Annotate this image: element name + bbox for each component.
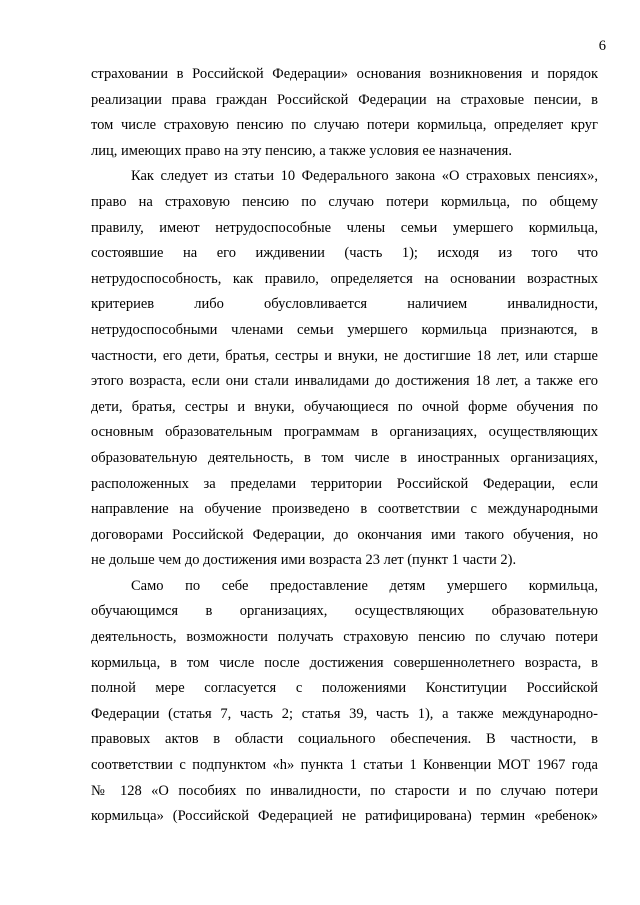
text-line: № 128 «О пособиях по инвалидности, по старости и по случаю потери <box>91 782 598 799</box>
text-line: нетрудоспособность, как правило, определяется на основании возрастных <box>91 270 598 287</box>
text-line: основным образовательным программам в организациях, осуществляющих <box>91 424 598 441</box>
text-line: направление на обучение произведено в соответствии с международными <box>91 501 598 518</box>
paragraph <box>91 164 598 574</box>
paragraph <box>91 62 598 164</box>
text-line: право на страховую пенсию по случаю потери кормильца, по общему <box>91 193 598 210</box>
text-line: правилу, имеют нетрудоспособные члены семьи умершего кормильца, <box>91 219 598 236</box>
text-line: кормильца» (Российской Федерацией не ратифицирована) термин «ребенок» <box>91 808 598 825</box>
text-line: критериев либо обусловливается наличием инвалидности, <box>91 296 598 313</box>
text-line: деятельность, возможности получать страховую пенсию по случаю потери <box>91 629 598 646</box>
text-line: правовых актов в области социального обеспечения. В частности, в <box>91 731 598 748</box>
document-body <box>91 62 598 830</box>
text-line: состоявшие на его иждивении (часть 1); исходя из того что <box>91 245 598 262</box>
text-line: нетрудоспособными членами семьи умершего кормильца признаются, в <box>91 321 598 338</box>
text-line: дети, братья, сестры и внуки, обучающиеся по очной форме обучения по <box>91 398 598 415</box>
text-line: лиц, имеющих право на эту пенсию, а также условия ее назначения. <box>91 142 512 159</box>
text-line: страховании в Российской Федерации» основания возникновения и порядок <box>91 66 598 82</box>
paragraph <box>91 574 598 830</box>
text-line: соответствии с подпунктом «h» пункта 1 статьи 1 Конвенции МОТ 1967 года <box>91 757 598 774</box>
text-line: Как следует из статьи 10 Федерального закона «О страховых пенсиях», <box>131 168 598 185</box>
text-line: обучающимся в организациях, осуществляющих образовательную <box>91 603 598 620</box>
text-line: реализации права граждан Российской Федерации на страховые пенсии, в <box>91 91 598 108</box>
text-line: не дольше чем до достижения ими возраста 23 лет (пункт 1 части 2). <box>91 552 517 569</box>
text-line: Само по себе предоставление детям умершего кормильца, <box>131 577 598 594</box>
text-line: кормильца, в том числе после достижения совершеннолетнего возраста, в <box>91 654 598 671</box>
text-line: этого возраста, если они стали инвалидами до достижения 18 лет, а также его <box>91 373 598 390</box>
page-number: 6 <box>598 38 606 54</box>
text-line: том числе страховую пенсию по случаю потери кормильца, определяет круг <box>91 117 598 134</box>
text-line: полной мере согласуется с положениями Конституции Российской <box>91 680 598 697</box>
text-line: образовательную деятельность, в том числе в иностранных организациях, <box>91 449 598 466</box>
text-line: Федерации (статья 7, часть 2; статья 39, часть 1), а также международно- <box>91 705 598 722</box>
text-line: частности, его дети, братья, сестры и внуки, не достигшие 18 лет, или старше <box>91 347 598 364</box>
text-line: расположенных за пределами территории Российской Федерации, если <box>91 475 598 492</box>
text-line: договорами Российской Федерации, до окончания ими такого обучения, но <box>91 526 598 543</box>
